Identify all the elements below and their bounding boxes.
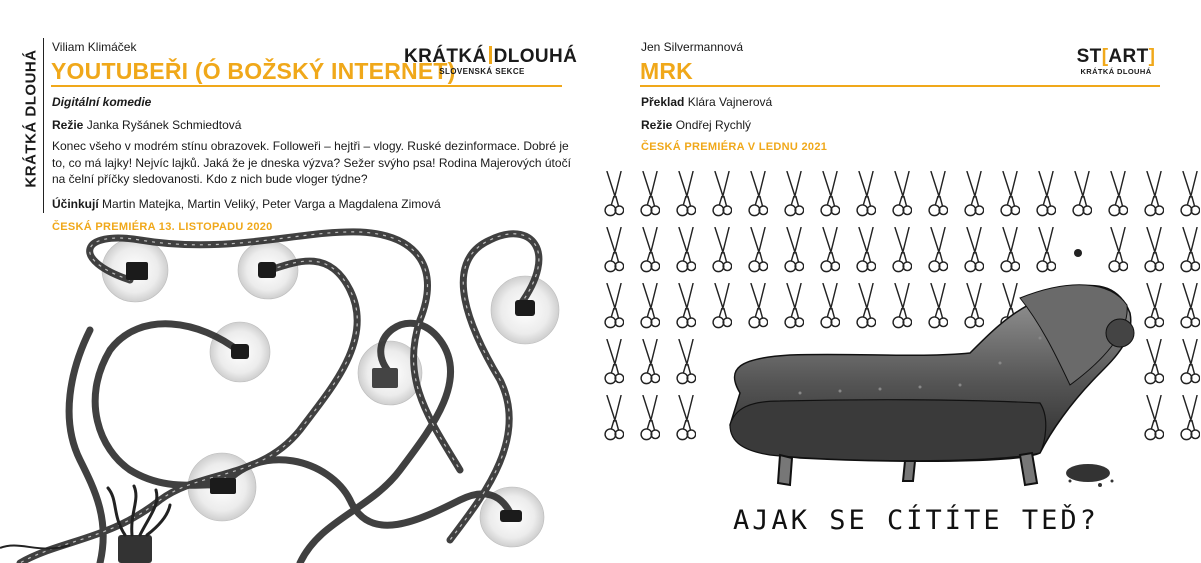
left-page (0, 0, 600, 563)
handwritten-question: AJAK SE CÍTÍTE TEĎ? (733, 505, 1099, 536)
translation-line (641, 95, 772, 109)
director: Janka Ryšánek Schmiedtová (86, 118, 242, 132)
illustration-cables (0, 0, 600, 563)
title-rule (640, 85, 1160, 87)
logo-part1: ST (1076, 46, 1102, 67)
play-title: YOUTUBEŘI (Ó BOŽSKÝ INTERNET) (51, 58, 456, 84)
logo-subtitle: SLOVENSKÁ SEKCE (439, 67, 525, 76)
logo-start: ST[ART] KRÁTKÁ DLOUHÁ (1076, 46, 1156, 76)
logo-part1: KRÁTKÁ (404, 46, 487, 67)
logo-part2: DLOUHÁ (493, 46, 578, 67)
side-label: KRÁTKÁ DLOUHÁ (22, 49, 40, 188)
illustration-chaise (600, 163, 1201, 563)
director-label: Režie (641, 118, 673, 132)
translator: Klára Vajnerová (687, 95, 773, 109)
author: Jen Silvermannová (641, 40, 744, 54)
translation-label: Překlad (641, 95, 685, 109)
genre: Digitální komedie (52, 95, 152, 109)
play-title: MRK (640, 58, 693, 84)
premiere-date: ČESKÁ PREMIÉRA V LEDNU 2021 (641, 141, 828, 153)
director-label: Režie (52, 118, 84, 132)
logo-subtitle: KRÁTKÁ DLOUHÁ (1080, 67, 1152, 76)
director-line (641, 118, 751, 132)
premiere-date: ČESKÁ PREMIÉRA 13. LISTOPADU 2020 (52, 221, 273, 233)
cast: Martin Matejka, Martin Veliký, Peter Varga a Magdalena Zimová (102, 197, 441, 211)
author: Viliam Klimáček (52, 40, 137, 54)
cast-label: Účinkují (52, 197, 99, 211)
logo-part2: ART (1108, 46, 1149, 67)
description: Konec všeho v modrém stínu obrazovek. Followeři – hejtři – vlogy. Ruské dezinformace. Dobré je to, co má lajky! Nejvíc lajků. Jaká že je dneska výzva? Sežer svýho psa! Rodina Majerových útočí na čelní příčky sledovanosti. Kdo z nich bude vloger týdne? (52, 139, 571, 186)
director: Ondřej Rychlý (675, 118, 752, 132)
right-page (600, 0, 1201, 563)
